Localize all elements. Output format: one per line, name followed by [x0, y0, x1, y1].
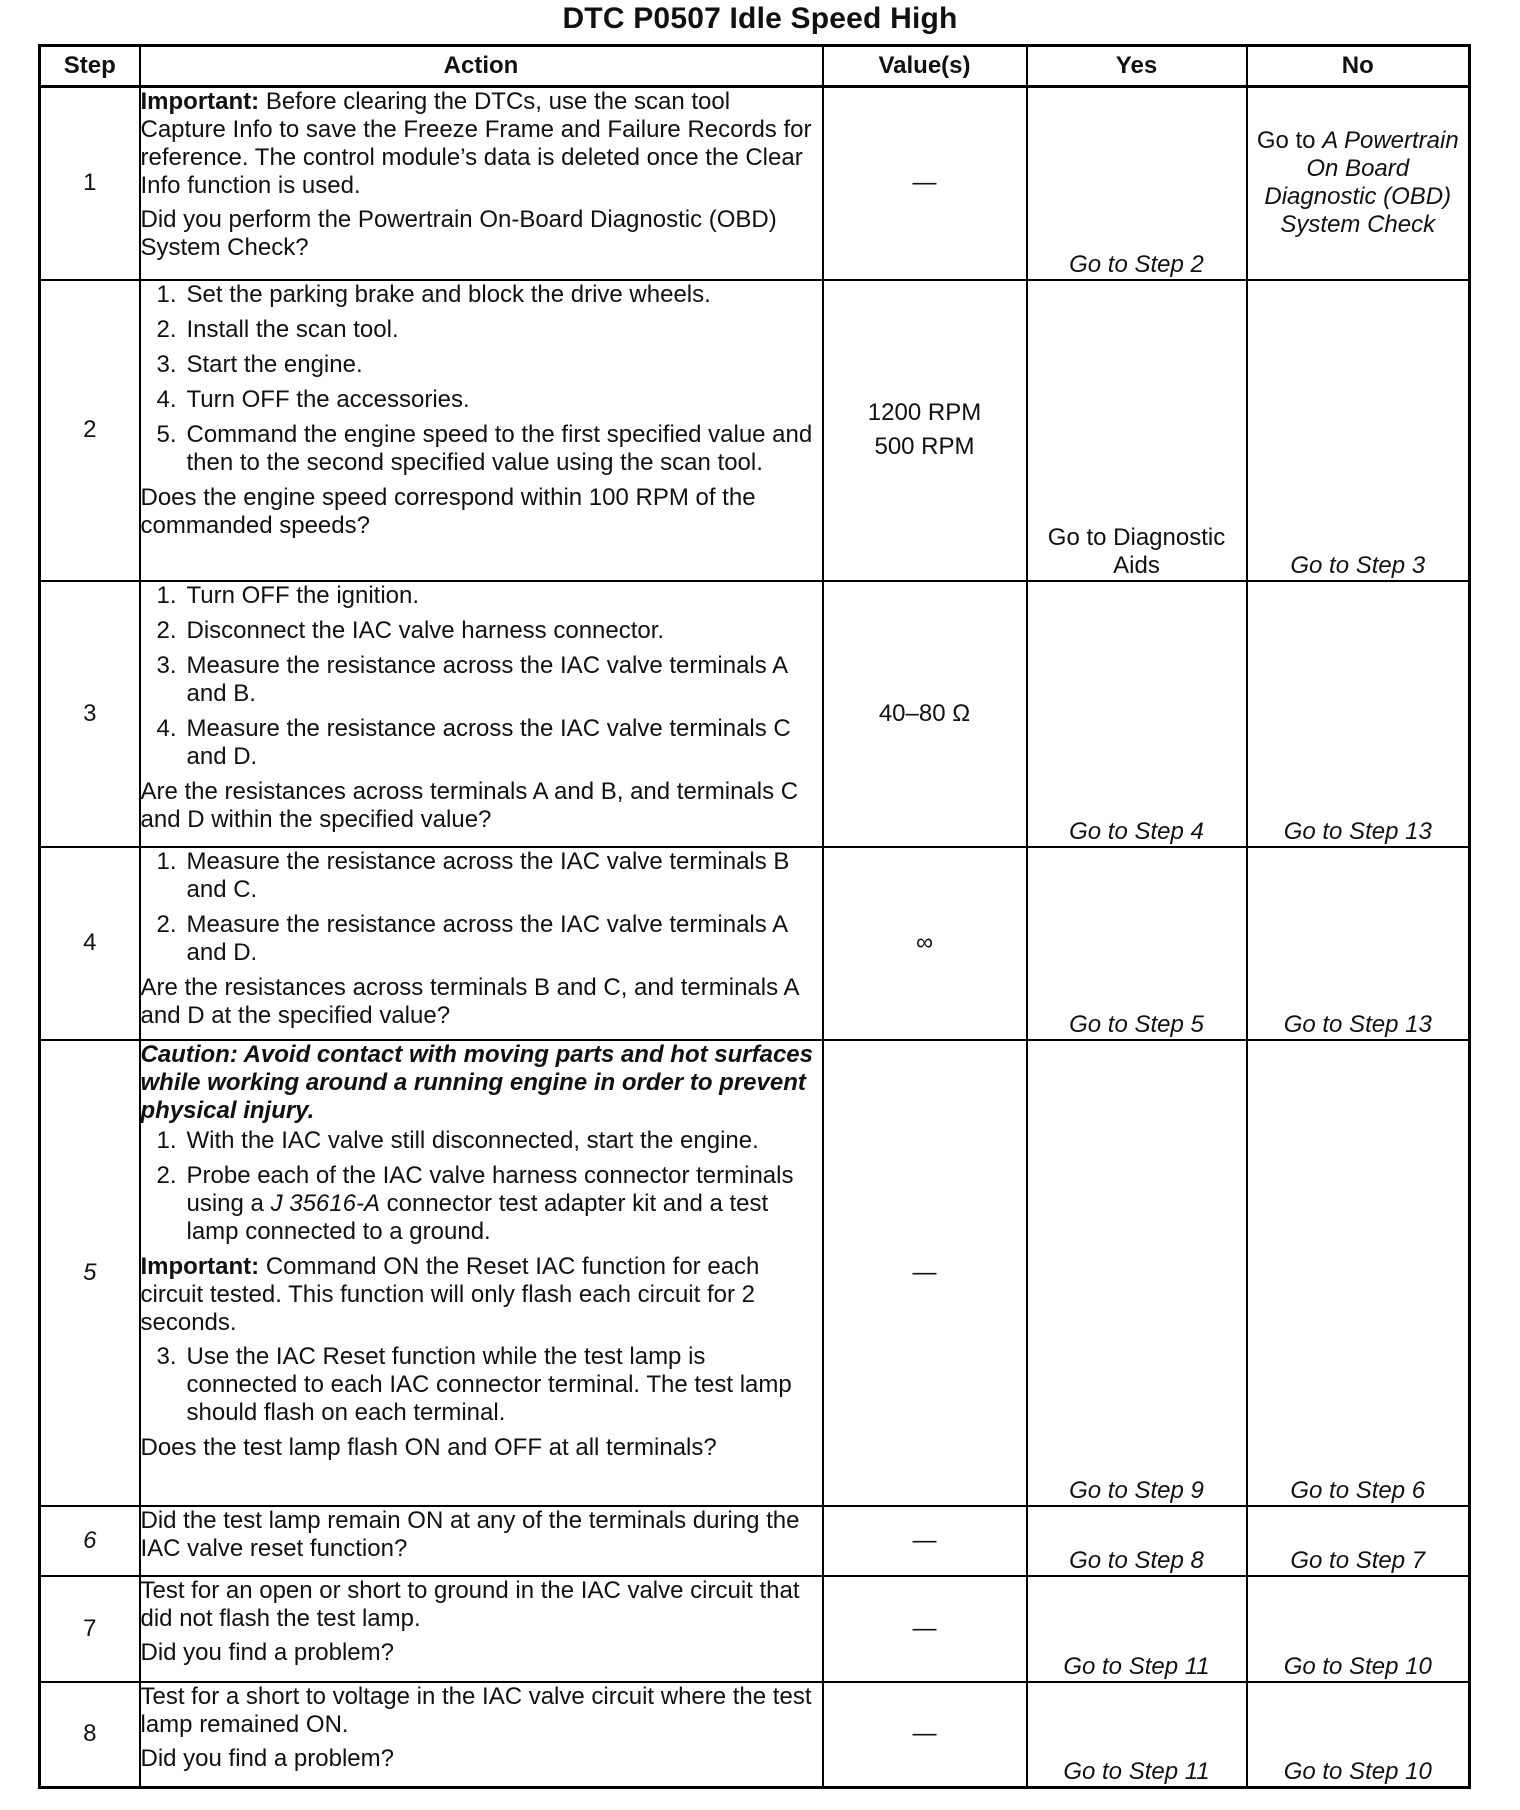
list-item: 2. Disconnect the IAC valve harness connector.: [156, 616, 665, 644]
question: Does the engine speed correspond within 100 RPM of the commanded speeds?: [140, 483, 756, 539]
list-item: 1. Turn OFF the ignition.: [156, 581, 420, 609]
action-steps-list: [141, 848, 822, 967]
list-item: 2. Measure the resistance across the IAC valve terminals A and D.: [156, 910, 787, 966]
question: Did you find a problem?: [140, 1638, 394, 1666]
important-text: Before clearing the DTCs, use the scan tool Capture Info to save the Freeze Frame and Failure Records for reference. The control module’s data is deleted once the Clear Info function is used.: [140, 88, 812, 199]
header-no: No: [1247, 46, 1470, 87]
header-yes: Yes: [1027, 46, 1247, 87]
no-cell: [1247, 87, 1470, 280]
no-cell: Go to Step 3: [1247, 280, 1470, 581]
yes-cell: Go to Step 2: [1027, 87, 1247, 280]
yes-cell: Go to Step 9: [1027, 1040, 1247, 1506]
action-cell: [140, 1506, 823, 1576]
value-cell: —: [823, 1040, 1027, 1506]
value-cell: —: [823, 87, 1027, 280]
header-values: Value(s): [823, 46, 1027, 87]
table-row: [40, 87, 1470, 280]
value-cell: —: [823, 1682, 1027, 1788]
question: Did you find a problem?: [140, 1744, 394, 1772]
value-first: 1200 RPM: [867, 399, 982, 426]
no-cell: Go to Step 10: [1247, 1682, 1470, 1788]
no-cell: Go to Step 10: [1247, 1576, 1470, 1682]
page-title: DTC P0507 Idle Speed High: [562, 2, 958, 35]
yes-cell: Go to Step 11: [1027, 1576, 1247, 1682]
value-cell: 40–80 Ω: [823, 581, 1027, 847]
list-item: 1. Set the parking brake and block the drive wheels.: [156, 280, 711, 308]
list-item: 4. Turn OFF the accessories.: [156, 385, 470, 413]
yes-cell: Go to Step 4: [1027, 581, 1247, 847]
action-steps-list: [141, 281, 822, 477]
list-item: 2. Install the scan tool.: [156, 315, 399, 343]
step-number: 1: [40, 87, 140, 280]
important-label: Important:: [140, 88, 260, 115]
important-label: Important:: [140, 1252, 260, 1280]
header-step: Step: [40, 46, 140, 87]
action-steps-list: [141, 1343, 822, 1427]
no-cell: Go to Step 13: [1247, 581, 1470, 847]
instruction: Test for an open or short to ground in the IAC valve circuit that did not flash the test lamp.: [140, 1576, 800, 1632]
action-cell: [140, 1682, 823, 1788]
yes-cell: Go to Step 8: [1027, 1506, 1247, 1576]
no-reference: A Powertrain On Board Diagnostic (OBD) System Check: [1264, 127, 1459, 239]
list-item: 1. Measure the resistance across the IAC valve terminals B and C.: [156, 847, 790, 903]
step-number: 7: [40, 1576, 140, 1682]
value-cell: ∞: [823, 847, 1027, 1040]
table-row: [40, 581, 1470, 847]
caution-text: Caution: Avoid contact with moving parts and hot surfaces while working around a running engine in order to prevent physical injury.: [140, 1040, 814, 1124]
action-steps-list: [141, 582, 822, 771]
question: Did the test lamp remain ON at any of the terminals during the IAC valve reset function?: [140, 1506, 800, 1562]
value-cell: —: [823, 1506, 1027, 1576]
no-cell: Go to Step 6: [1247, 1040, 1470, 1506]
step-number: 6: [40, 1506, 140, 1576]
step-number: 2: [40, 280, 140, 581]
question: Are the resistances across terminals B and C, and terminals A and D at the specified value?: [140, 973, 799, 1029]
value-cell: —: [823, 1576, 1027, 1682]
no-cell: Go to Step 7: [1247, 1506, 1470, 1576]
action-cell: [140, 87, 823, 280]
table-row: [40, 280, 1470, 581]
table-row: [40, 1040, 1470, 1506]
instruction: Test for a short to voltage in the IAC valve circuit where the test lamp remained ON.: [140, 1682, 812, 1738]
value-cell: [823, 280, 1027, 581]
table-row: [40, 847, 1470, 1040]
table-row: [40, 1576, 1470, 1682]
question: Does the test lamp flash ON and OFF at all terminals?: [140, 1433, 717, 1461]
question: Did you perform the Powertrain On-Board Diagnostic (OBD) System Check?: [140, 206, 777, 261]
step-number: 3: [40, 581, 140, 847]
important-text: Command ON the Reset IAC function for each circuit tested. This function will only flash each circuit for 2 seconds.: [140, 1252, 760, 1336]
action-cell: [140, 280, 823, 581]
list-item: 3. Measure the resistance across the IAC valve terminals A and B.: [156, 651, 787, 707]
step-number: 4: [40, 847, 140, 1040]
step-number: 8: [40, 1682, 140, 1788]
yes-cell: Go to Step 5: [1027, 847, 1247, 1040]
action-cell: [140, 847, 823, 1040]
list-item: 4. Measure the resistance across the IAC valve terminals C and D.: [156, 714, 791, 770]
action-cell: [140, 581, 823, 847]
header-action: Action: [140, 46, 823, 87]
table-header-row: [40, 46, 1470, 87]
list-item: 2. Probe each of the IAC valve harness connector terminals using a J 35616-A connector test adapter kit and a test lamp connected to a ground.: [156, 1161, 794, 1245]
tool-reference: J 35616-A: [270, 1189, 380, 1217]
question: Are the resistances across terminals A and B, and terminals C and D within the specified value?: [140, 777, 799, 833]
action-cell: [140, 1576, 823, 1682]
diagnostic-table: [38, 44, 1471, 1789]
yes-cell: Go to Diagnostic Aids: [1027, 280, 1247, 581]
no-prefix: Go to: [1256, 127, 1323, 155]
table-row: [40, 1682, 1470, 1788]
table-row: [40, 1506, 1470, 1576]
list-item: 1. With the IAC valve still disconnected, start the engine.: [156, 1126, 759, 1154]
action-steps-list: [141, 1127, 822, 1246]
list-item: 3. Use the IAC Reset function while the test lamp is connected to each IAC connector terminal. The test lamp should flash on each terminal.: [156, 1342, 792, 1426]
list-item: 5. Command the engine speed to the first specified value and then to the second specified value using the scan tool.: [156, 420, 813, 476]
value-second: 500 RPM: [874, 433, 975, 460]
yes-cell: Go to Step 11: [1027, 1682, 1247, 1788]
step-number: 5: [40, 1040, 140, 1506]
list-item: 3. Start the engine.: [156, 350, 363, 378]
action-cell: [140, 1040, 823, 1506]
no-cell: Go to Step 13: [1247, 847, 1470, 1040]
